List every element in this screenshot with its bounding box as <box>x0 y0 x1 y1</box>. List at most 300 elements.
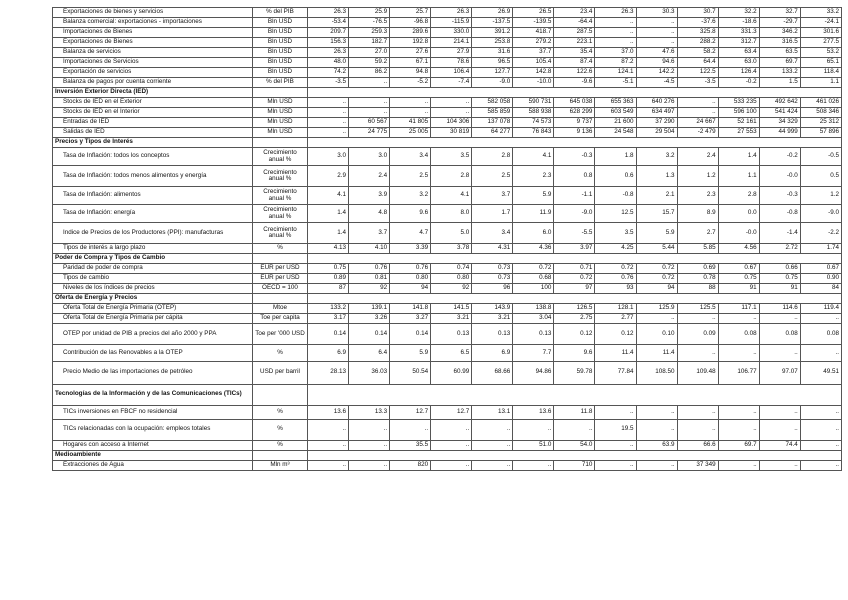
value-cell: .. <box>636 38 677 48</box>
value-cell: -18.6 <box>718 18 759 28</box>
value-cell: .. <box>595 405 636 419</box>
value-cell: 3.4 <box>472 223 513 244</box>
value-cell: -0.8 <box>759 205 800 223</box>
row-label: Extracciones de Agua <box>53 460 253 470</box>
value-cell: 1.4 <box>308 205 349 223</box>
row-unit: % <box>253 440 308 450</box>
value-cell: 30.7 <box>677 8 718 18</box>
value-cell: 5.44 <box>636 244 677 254</box>
value-cell: -7.4 <box>431 78 472 88</box>
value-cell: 4.25 <box>595 244 636 254</box>
value-cell: 3.17 <box>308 314 349 324</box>
value-cell: .. <box>431 108 472 118</box>
row-label: OTEP por unidad de PIB a precios del año 2000 y PPA <box>53 324 253 345</box>
value-cell: 34 329 <box>759 118 800 128</box>
value-cell: 48.0 <box>308 58 349 68</box>
section-title: Inversión Exterior Directa (IED) <box>53 88 253 98</box>
value-cell: .. <box>718 405 759 419</box>
value-cell: 2.7 <box>677 223 718 244</box>
value-cell: 0.8 <box>554 166 595 187</box>
table-row <box>53 148 842 166</box>
value-cell: 60 567 <box>349 118 390 128</box>
value-cell: 11.8 <box>554 405 595 419</box>
row-unit: Toe per '000 USD <box>253 324 308 345</box>
value-cell: .. <box>718 345 759 362</box>
value-cell: 125.9 <box>636 304 677 314</box>
value-cell: 0.09 <box>677 324 718 345</box>
value-cell: 97.07 <box>759 361 800 384</box>
section-header-row <box>53 88 842 98</box>
table-row <box>53 68 842 78</box>
value-cell: 0.78 <box>677 274 718 284</box>
value-cell: 94.86 <box>513 361 554 384</box>
value-cell: 710 <box>554 460 595 470</box>
value-cell: .. <box>349 419 390 440</box>
table-row <box>53 187 842 205</box>
value-cell: 124.1 <box>595 68 636 78</box>
value-cell: 24 548 <box>595 128 636 138</box>
table-row <box>53 18 842 28</box>
row-label: Precio Medio de las importaciones de petróleo <box>53 361 253 384</box>
value-cell: 12.5 <box>595 205 636 223</box>
value-cell: 27 553 <box>718 128 759 138</box>
value-cell: 29 504 <box>636 128 677 138</box>
value-cell: 118.4 <box>800 68 841 78</box>
value-cell: 12.7 <box>431 405 472 419</box>
table-row <box>53 284 842 294</box>
section-header-row <box>53 384 842 405</box>
value-cell: 69.7 <box>759 58 800 68</box>
value-cell: .. <box>800 419 841 440</box>
row-label: TICs relacionadas con la ocupación: empleos totales <box>53 419 253 440</box>
value-cell: 37.0 <box>595 48 636 58</box>
row-label: Importaciones de Bienes <box>53 28 253 38</box>
value-cell: 289.6 <box>390 28 431 38</box>
value-cell: 0.73 <box>472 264 513 274</box>
value-cell: 640 276 <box>636 98 677 108</box>
value-cell: .. <box>718 314 759 324</box>
value-cell: 2.9 <box>308 166 349 187</box>
value-cell: 35.5 <box>390 440 431 450</box>
value-cell: 588 938 <box>513 108 554 118</box>
value-cell: 0.14 <box>390 324 431 345</box>
value-cell: 104 306 <box>431 118 472 128</box>
value-cell: 2.75 <box>554 314 595 324</box>
value-cell: 6.5 <box>431 345 472 362</box>
value-cell: 128.1 <box>595 304 636 314</box>
value-cell: 4.7 <box>390 223 431 244</box>
value-cell: 69.7 <box>718 440 759 450</box>
value-cell: 0.72 <box>636 264 677 274</box>
section-filler <box>253 450 308 460</box>
row-label: Importaciones de Servicios <box>53 58 253 68</box>
row-label: Contribución de las Renovables a la OTEP <box>53 345 253 362</box>
table-row <box>53 345 842 362</box>
section-filler <box>253 254 308 264</box>
value-cell: 0.67 <box>800 264 841 274</box>
row-label: Indice de Precios de los Productores (PPI): manufacturas <box>53 223 253 244</box>
row-label: Tasa de Inflación: todos menos alimentos y energía <box>53 166 253 187</box>
value-cell: -9.0 <box>472 78 513 88</box>
value-cell: .. <box>431 460 472 470</box>
value-cell: 63.0 <box>718 58 759 68</box>
value-cell: .. <box>800 460 841 470</box>
value-cell: .. <box>595 38 636 48</box>
value-cell: 3.9 <box>349 187 390 205</box>
value-cell: 119.4 <box>800 304 841 314</box>
value-cell: 3.5 <box>431 148 472 166</box>
row-label: Exportación de servicios <box>53 68 253 78</box>
row-unit: Crecimiento anual % <box>253 187 308 205</box>
value-cell: 3.4 <box>390 148 431 166</box>
value-cell: .. <box>636 18 677 28</box>
value-cell: 0.73 <box>472 274 513 284</box>
row-unit: Crecimiento anual % <box>253 205 308 223</box>
value-cell: 331.3 <box>718 28 759 38</box>
value-cell: 41 805 <box>390 118 431 128</box>
value-cell: 114.6 <box>759 304 800 314</box>
value-cell: 4.36 <box>513 244 554 254</box>
value-cell: 4.10 <box>349 244 390 254</box>
value-cell: 7.7 <box>513 345 554 362</box>
value-cell: 32.7 <box>759 8 800 18</box>
value-cell: 3.21 <box>431 314 472 324</box>
value-cell: 52 161 <box>718 118 759 128</box>
row-label: Tasa de Inflación: energía <box>53 205 253 223</box>
value-cell: 53.2 <box>800 48 841 58</box>
value-cell: 325.8 <box>677 28 718 38</box>
value-cell: 133.2 <box>759 68 800 78</box>
value-cell: 2.1 <box>636 187 677 205</box>
value-cell: 585 859 <box>472 108 513 118</box>
table-row <box>53 264 842 274</box>
table-row <box>53 419 842 440</box>
value-cell: 37 349 <box>677 460 718 470</box>
value-cell: 391.2 <box>472 28 513 38</box>
value-cell: 106.4 <box>431 68 472 78</box>
value-cell: 13.3 <box>349 405 390 419</box>
row-unit: % <box>253 419 308 440</box>
value-cell: 2.3 <box>677 187 718 205</box>
value-cell: .. <box>308 108 349 118</box>
value-cell: 0.72 <box>513 264 554 274</box>
value-cell: 27.6 <box>390 48 431 58</box>
value-cell: 596 100 <box>718 108 759 118</box>
value-cell: 0.08 <box>800 324 841 345</box>
value-cell: 0.5 <box>800 166 841 187</box>
value-cell: .. <box>554 419 595 440</box>
value-cell: 0.90 <box>800 274 841 284</box>
value-cell: 108.50 <box>636 361 677 384</box>
value-cell: 91 <box>759 284 800 294</box>
value-cell: 26.5 <box>513 8 554 18</box>
value-cell: 78.6 <box>431 58 472 68</box>
value-cell: 820 <box>390 460 431 470</box>
table-row <box>53 128 842 138</box>
value-cell: 0.13 <box>472 324 513 345</box>
table-row <box>53 244 842 254</box>
value-cell: -0.0 <box>718 223 759 244</box>
value-cell: -2 479 <box>677 128 718 138</box>
table-row <box>53 38 842 48</box>
value-cell: .. <box>677 108 718 118</box>
value-cell: .. <box>718 419 759 440</box>
value-cell: 508 346 <box>800 108 841 118</box>
value-cell: 2.8 <box>431 166 472 187</box>
table-row <box>53 48 842 58</box>
section-title: Medioambiente <box>53 450 253 460</box>
value-cell: 346.2 <box>759 28 800 38</box>
value-cell: 6.4 <box>349 345 390 362</box>
table-row <box>53 166 842 187</box>
row-label: Exportaciones de bienes y servicios <box>53 8 253 18</box>
value-cell: 63.5 <box>759 48 800 58</box>
value-cell: 0.13 <box>513 324 554 345</box>
value-cell: 0.76 <box>349 264 390 274</box>
value-cell: 94 <box>390 284 431 294</box>
value-cell: 117.1 <box>718 304 759 314</box>
row-unit: % del PIB <box>253 78 308 88</box>
value-cell: 24 667 <box>677 118 718 128</box>
value-cell: 74.4 <box>759 440 800 450</box>
value-cell: -139.5 <box>513 18 554 28</box>
section-title: Tecnologías de la Información y de las Comunicaciones (TICs) <box>53 384 253 405</box>
value-cell: 139.1 <box>349 304 390 314</box>
value-cell: 94 <box>636 284 677 294</box>
value-cell: 2.77 <box>595 314 636 324</box>
section-header-row <box>53 138 842 148</box>
section-title: Oferta de Energía y Precios <box>53 294 253 304</box>
row-unit: EUR per USD <box>253 264 308 274</box>
value-cell: 2.8 <box>718 187 759 205</box>
value-cell: 59.78 <box>554 361 595 384</box>
value-cell: 3.27 <box>390 314 431 324</box>
value-cell: 0.14 <box>308 324 349 345</box>
value-cell: 36.03 <box>349 361 390 384</box>
value-cell: 13.6 <box>513 405 554 419</box>
value-cell: .. <box>308 118 349 128</box>
value-cell: 142.8 <box>513 68 554 78</box>
value-cell: -3.5 <box>677 78 718 88</box>
value-cell: .. <box>349 440 390 450</box>
value-cell: 44 999 <box>759 128 800 138</box>
value-cell: -4.5 <box>636 78 677 88</box>
value-cell: -0.5 <box>800 148 841 166</box>
value-cell: .. <box>677 98 718 108</box>
row-label: Niveles de los índices de precios <box>53 284 253 294</box>
value-cell: 0.14 <box>349 324 390 345</box>
value-cell: 96.5 <box>472 58 513 68</box>
table-row <box>53 223 842 244</box>
value-cell: 141.8 <box>390 304 431 314</box>
value-cell: 11.4 <box>595 345 636 362</box>
row-unit: % <box>253 405 308 419</box>
value-cell: .. <box>636 419 677 440</box>
section-filler <box>308 450 842 460</box>
row-label: Tasa de Inflación: alimentos <box>53 187 253 205</box>
value-cell: 127.7 <box>472 68 513 78</box>
row-unit: Mln USD <box>253 128 308 138</box>
row-unit: Crecimiento anual % <box>253 223 308 244</box>
value-cell: 26.3 <box>595 8 636 18</box>
value-cell: 1.3 <box>636 166 677 187</box>
value-cell: 87.2 <box>595 58 636 68</box>
value-cell: 25.7 <box>390 8 431 18</box>
row-unit: Mln m³ <box>253 460 308 470</box>
value-cell: .. <box>390 419 431 440</box>
value-cell: .. <box>759 460 800 470</box>
value-cell: .. <box>349 78 390 88</box>
section-filler <box>253 138 308 148</box>
value-cell: 126.5 <box>554 304 595 314</box>
value-cell: 64 277 <box>472 128 513 138</box>
value-cell: .. <box>718 460 759 470</box>
value-cell: 74.2 <box>308 68 349 78</box>
value-cell: 2.8 <box>472 148 513 166</box>
value-cell: .. <box>759 419 800 440</box>
value-cell: 49.51 <box>800 361 841 384</box>
row-label: Salidas de IED <box>53 128 253 138</box>
value-cell: 60.99 <box>431 361 472 384</box>
value-cell: 590 731 <box>513 98 554 108</box>
section-title: Poder de Compra y Tipos de Cambio <box>53 254 253 264</box>
row-unit: Bln USD <box>253 68 308 78</box>
value-cell: -29.7 <box>759 18 800 28</box>
value-cell: 5.9 <box>513 187 554 205</box>
value-cell: 47.6 <box>636 48 677 58</box>
value-cell: 19.5 <box>595 419 636 440</box>
value-cell: 288.2 <box>677 38 718 48</box>
row-unit: Bln USD <box>253 18 308 28</box>
value-cell: 26.3 <box>431 8 472 18</box>
value-cell: 50.54 <box>390 361 431 384</box>
table-row <box>53 314 842 324</box>
table-row <box>53 304 842 314</box>
value-cell: 0.74 <box>431 264 472 274</box>
value-cell: -76.5 <box>349 18 390 28</box>
table-row <box>53 58 842 68</box>
value-cell: 0.10 <box>636 324 677 345</box>
section-filler <box>308 88 842 98</box>
value-cell: 156.3 <box>308 38 349 48</box>
value-cell: 87 <box>308 284 349 294</box>
value-cell: 330.0 <box>431 28 472 38</box>
value-cell: 209.7 <box>308 28 349 38</box>
value-cell: 582 058 <box>472 98 513 108</box>
value-cell: .. <box>595 440 636 450</box>
value-cell: 0.66 <box>759 264 800 274</box>
row-label: Paridad de poder de compra <box>53 264 253 274</box>
row-label: Exportaciones de Bienes <box>53 38 253 48</box>
section-filler <box>253 88 308 98</box>
row-unit: OECD = 100 <box>253 284 308 294</box>
row-unit: Bln USD <box>253 38 308 48</box>
value-cell: 35.4 <box>554 48 595 58</box>
value-cell: 0.80 <box>390 274 431 284</box>
value-cell: 105.4 <box>513 58 554 68</box>
row-label: Entradas de IED <box>53 118 253 128</box>
value-cell: 8.0 <box>431 205 472 223</box>
value-cell: .. <box>349 98 390 108</box>
value-cell: 23.4 <box>554 8 595 18</box>
value-cell: 0.08 <box>718 324 759 345</box>
value-cell: .. <box>390 108 431 118</box>
value-cell: 26.3 <box>308 8 349 18</box>
value-cell: .. <box>595 460 636 470</box>
value-cell: 3.0 <box>308 148 349 166</box>
section-filler <box>308 384 842 405</box>
value-cell: 3.2 <box>390 187 431 205</box>
value-cell: 77.84 <box>595 361 636 384</box>
value-cell: 0.75 <box>308 264 349 274</box>
value-cell: 4.1 <box>431 187 472 205</box>
value-cell: .. <box>308 460 349 470</box>
row-unit: USD per barril <box>253 361 308 384</box>
value-cell: 1.4 <box>718 148 759 166</box>
value-cell: 259.3 <box>349 28 390 38</box>
value-cell: .. <box>595 28 636 38</box>
value-cell: -96.8 <box>390 18 431 28</box>
row-label: Tipos de cambio <box>53 274 253 284</box>
row-label: Tipos de interés a largo plazo <box>53 244 253 254</box>
value-cell: .. <box>472 460 513 470</box>
row-label: Balanza de servicios <box>53 48 253 58</box>
table-row <box>53 205 842 223</box>
value-cell: -115.9 <box>431 18 472 28</box>
value-cell: 182.7 <box>349 38 390 48</box>
value-cell: .. <box>677 419 718 440</box>
value-cell: 66.6 <box>677 440 718 450</box>
value-cell: 15.7 <box>636 205 677 223</box>
value-cell: 5.9 <box>636 223 677 244</box>
value-cell: 27.0 <box>349 48 390 58</box>
value-cell: 25 312 <box>800 118 841 128</box>
value-cell: -2.2 <box>800 223 841 244</box>
value-cell: 0.75 <box>718 274 759 284</box>
row-unit: Crecimiento anual % <box>253 166 308 187</box>
value-cell: 0.68 <box>513 274 554 284</box>
value-cell: 9.6 <box>390 205 431 223</box>
value-cell: 96 <box>472 284 513 294</box>
value-cell: 5.85 <box>677 244 718 254</box>
value-cell: 312.7 <box>718 38 759 48</box>
value-cell: 3.7 <box>472 187 513 205</box>
value-cell: 6.9 <box>472 345 513 362</box>
value-cell: 63.9 <box>636 440 677 450</box>
value-cell: -0.3 <box>554 148 595 166</box>
value-cell: .. <box>759 405 800 419</box>
value-cell: 26.3 <box>308 48 349 58</box>
value-cell: 28.13 <box>308 361 349 384</box>
value-cell: 492 642 <box>759 98 800 108</box>
row-label: Balanza de pagos por cuenta corriente <box>53 78 253 88</box>
value-cell: 5.9 <box>390 345 431 362</box>
value-cell: 287.5 <box>554 28 595 38</box>
value-cell: 133.2 <box>308 304 349 314</box>
row-unit: Bln USD <box>253 28 308 38</box>
row-unit: % del PIB <box>253 8 308 18</box>
value-cell: .. <box>677 345 718 362</box>
value-cell: .. <box>636 405 677 419</box>
section-filler <box>253 384 308 405</box>
value-cell: 57 896 <box>800 128 841 138</box>
value-cell: 63.4 <box>718 48 759 58</box>
value-cell: 88 <box>677 284 718 294</box>
row-label: Balanza comercial: exportaciones - importaciones <box>53 18 253 28</box>
row-label: Stocks de IED en el Interior <box>53 108 253 118</box>
value-cell: 100 <box>513 284 554 294</box>
value-cell: 64.4 <box>677 58 718 68</box>
